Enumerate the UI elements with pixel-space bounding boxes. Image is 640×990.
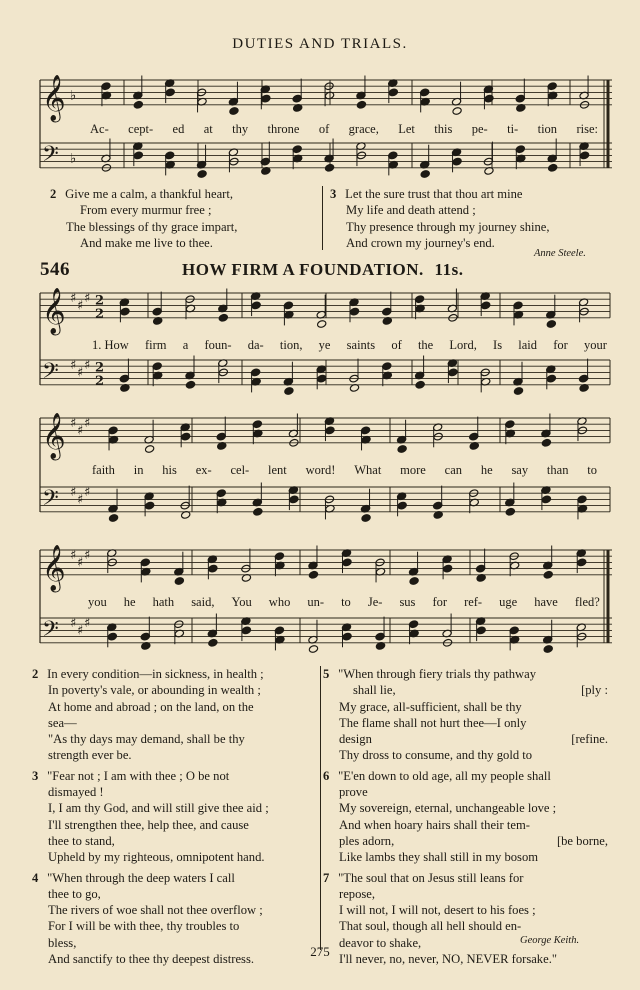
- lyric-syllable: your: [583, 338, 607, 352]
- note-head: [415, 380, 425, 389]
- lyric-syllable: laid: [518, 338, 537, 352]
- time-signature-icon: 2: [95, 306, 105, 322]
- sharp-icon: ♯: [84, 547, 91, 563]
- verse-number: 2: [50, 187, 57, 201]
- lyric-syllable: cel-: [230, 463, 250, 477]
- lyric-line-1: [92, 338, 607, 353]
- treble-clef-icon: 𝄞: [42, 287, 66, 334]
- note-head: [543, 645, 553, 654]
- sharp-icon: ♯: [77, 298, 84, 314]
- lyric-syllable: firm: [145, 338, 167, 352]
- verse-number: 3: [330, 187, 337, 201]
- verse-line: repose,: [339, 886, 376, 901]
- sharp-icon: ♯: [77, 623, 84, 639]
- lyric-syllable: You: [231, 595, 252, 609]
- verse-line: Give me a calm, a thankful heart,: [65, 187, 234, 201]
- lyric-syllable: say: [511, 463, 529, 477]
- lyric-syllable: the: [417, 338, 434, 352]
- lyric-syllable: Ac-: [90, 122, 109, 136]
- verse-line: sea—: [48, 715, 77, 730]
- lyric-syllable: in: [133, 463, 144, 477]
- sharp-icon: ♯: [70, 547, 77, 563]
- verse-line: bless,: [48, 935, 77, 950]
- lyric-syllable: What: [354, 463, 382, 477]
- verse-line: From every murmur free ;: [80, 203, 212, 218]
- treble-clef-icon: 𝄞: [42, 74, 66, 121]
- page-number: 275: [310, 944, 330, 959]
- verse-column-right: [323, 666, 608, 967]
- note-head: [513, 387, 523, 396]
- note-head: [251, 301, 261, 310]
- verse-line: dismayed !: [48, 785, 104, 800]
- note-head: [397, 445, 407, 454]
- note-head: [208, 638, 218, 647]
- sharp-icon: ♯: [77, 365, 84, 381]
- verse-line: thee to go,: [48, 886, 101, 901]
- lyric-syllable: Lord,: [449, 338, 477, 352]
- column-divider: [320, 666, 321, 950]
- verse-line: And when hoary hairs shall their tem-: [339, 817, 530, 832]
- note-head: [120, 307, 130, 316]
- lyric-syllable: rise:: [576, 122, 598, 136]
- bass-clef-icon: 𝄢: [42, 616, 59, 647]
- flat-icon: ♭: [70, 88, 77, 104]
- verse-line: And sanctify to thee thy deepest distress.: [48, 952, 255, 967]
- verse-line: The flame shall not hurt thee—I only: [339, 715, 527, 730]
- verse-block-left: [50, 186, 320, 251]
- page-header: DUTIES AND TRIALS.: [232, 36, 408, 52]
- verse-line: My grace, all-sufficient, shall be thy: [339, 699, 522, 714]
- lyric-syllable: hath: [152, 595, 175, 609]
- verse-line: deavor to shake,: [339, 935, 422, 950]
- note-head: [505, 507, 515, 516]
- note-head: [452, 157, 462, 166]
- sharp-icon: ♯: [70, 484, 77, 500]
- lyric-syllable: ex-: [195, 463, 212, 477]
- lyric-syllable: said,: [191, 595, 215, 609]
- verse-line: Thy dross to consume, and thy gold to: [339, 748, 533, 763]
- note-head: [577, 558, 587, 567]
- note-head: [481, 301, 491, 310]
- verse-line: Like lambs they shall still in my bosom: [339, 850, 539, 865]
- lyric-syllable: throne: [267, 122, 300, 136]
- note-head: [361, 514, 371, 523]
- sharp-icon: ♯: [84, 415, 91, 431]
- treble-clef-icon: 𝄞: [42, 412, 66, 459]
- note-head: [107, 632, 117, 641]
- lyric-syllable: saints: [346, 338, 376, 352]
- lyric-syllable: ye: [318, 338, 331, 352]
- lyric-line-3: [88, 595, 600, 610]
- note-head: [388, 88, 398, 97]
- verse-line: "When through fiery trials thy pathway: [338, 667, 536, 681]
- verse-line: "As thy days may demand, shall be thy: [48, 732, 245, 747]
- sharp-icon: ♯: [70, 357, 77, 373]
- verse-number: 2: [32, 667, 39, 681]
- verse-line: I, I am thy God, and will still give thee aid ;: [48, 801, 269, 816]
- lyric-syllable: ed: [172, 122, 185, 136]
- verse-number: 7: [323, 870, 330, 885]
- lyric-syllable: of: [318, 122, 330, 136]
- note-head: [541, 438, 551, 447]
- verse-line: Thy presence through my journey shine,: [346, 219, 550, 234]
- note-head: [546, 374, 556, 383]
- sharp-icon: ♯: [77, 555, 84, 571]
- sharp-icon: ♯: [77, 492, 84, 508]
- verse-line: At home and abroad ; on the land, on the: [48, 699, 254, 714]
- lyric-syllable: who: [268, 595, 291, 609]
- note-head: [579, 151, 589, 160]
- lyric-syllable: un-: [307, 595, 325, 609]
- lyric-syllable: Let: [398, 122, 415, 136]
- lyric-syllable: 1. How: [92, 338, 129, 352]
- time-signature-icon: 2: [95, 360, 105, 376]
- lyric-syllable: pe-: [471, 122, 488, 136]
- note-head: [349, 307, 359, 316]
- lyric-syllable: you: [88, 595, 107, 609]
- sharp-icon: ♯: [70, 615, 77, 631]
- verse-line: In every condition—in sickness, in health ;: [47, 667, 264, 681]
- lyric-syllable: fled?: [574, 595, 600, 609]
- note-head: [308, 570, 318, 579]
- note-head: [218, 313, 228, 322]
- lyric-syllable: sus: [399, 595, 416, 609]
- column-divider: [322, 186, 323, 250]
- lyric-syllable: a: [182, 338, 189, 352]
- note-head: [284, 387, 294, 396]
- note-head: [442, 564, 452, 573]
- verse-line: "The soul that on Jesus still leans for: [338, 870, 524, 885]
- lyric-syllable: can: [444, 463, 462, 477]
- sharp-icon: ♯: [84, 615, 91, 631]
- note-head: [342, 632, 352, 641]
- note-head: [546, 320, 556, 329]
- lyric-line: [90, 122, 600, 137]
- lyric-syllable: cept-: [128, 122, 154, 136]
- lyric-syllable: this: [434, 122, 453, 136]
- lyric-syllable: for: [432, 595, 448, 609]
- note-head: [317, 320, 327, 329]
- lyric-syllable: faith: [92, 463, 115, 477]
- lyric-syllable: da-: [247, 338, 264, 352]
- verse-line: The blessings of thy grace impart,: [66, 219, 238, 234]
- verse-line: For I will be with thee, thy troubles to: [48, 919, 240, 934]
- lyric-syllable: Is: [493, 338, 503, 352]
- sharp-icon: ♯: [70, 415, 77, 431]
- verse-number: 3: [32, 768, 39, 783]
- verse-line: That soul, though all hell should en-: [339, 919, 522, 934]
- verse-line: design: [339, 732, 372, 747]
- verse-line: And make me live to thee.: [80, 235, 213, 250]
- verse-line: Upheld by my righteous, omnipotent hand.: [48, 850, 265, 865]
- verse-line: I'll strengthen thee, help thee, and cause: [48, 817, 249, 832]
- time-signature-icon: 2: [95, 293, 105, 309]
- note-head: [165, 88, 175, 97]
- lyric-syllable: word!: [305, 463, 336, 477]
- lyric-syllable: of: [391, 338, 402, 352]
- verse-line: strength ever be.: [48, 748, 132, 763]
- hymn-meter: 11s.: [434, 260, 464, 279]
- treble-clef-icon: 𝄞: [42, 544, 66, 591]
- lyric-syllable: Je-: [367, 595, 383, 609]
- note-head: [181, 432, 191, 441]
- lyric-syllable: at: [203, 122, 213, 136]
- lyric-syllable: tion: [537, 122, 558, 136]
- author-credit: Anne Steele.: [534, 248, 586, 259]
- lyric-syllable: grace,: [348, 122, 379, 136]
- turnover-text: [ply :: [581, 683, 608, 698]
- lyric-syllable: to: [587, 463, 597, 477]
- lyric-syllable: he: [480, 463, 493, 477]
- lyric-syllable: his: [162, 463, 177, 477]
- lyric-line-2: [92, 463, 597, 478]
- verse-number: 4: [32, 870, 39, 885]
- note-head: [452, 107, 462, 116]
- note-head: [543, 570, 553, 579]
- note-head: [324, 163, 334, 172]
- verse-line: "E'en down to old age, all my people shall: [338, 768, 551, 783]
- lyric-syllable: he: [123, 595, 136, 609]
- verse-line: prove: [339, 785, 368, 800]
- turnover-text: [be borne,: [556, 833, 608, 848]
- verse-line: The rivers of woe shall not thee overflow ;: [48, 903, 263, 918]
- note-head: [325, 426, 335, 435]
- lyric-syllable: for: [553, 338, 568, 352]
- verse-line: "Fear not ; I am with thee ; O be not: [47, 768, 230, 783]
- lyric-syllable: ref-: [464, 595, 483, 609]
- note-head: [356, 100, 366, 109]
- verse-line: My life and death attend ;: [346, 203, 476, 218]
- note-head: [397, 501, 407, 510]
- verse-line: I will not, I will not, desert to his foes ;: [339, 903, 536, 918]
- sharp-icon: ♯: [84, 357, 91, 373]
- note-head: [208, 564, 218, 573]
- bass-clef-icon: 𝄢: [42, 358, 59, 389]
- note-head: [448, 368, 458, 377]
- hymn-title-text: HOW FIRM A FOUNDATION.: [182, 260, 424, 279]
- note-head: [253, 507, 263, 516]
- lyric-syllable: tion,: [279, 338, 303, 352]
- verse-line: I'll never, no, never, NO, NEVER forsake.": [339, 952, 557, 967]
- flat-icon: ♭: [70, 151, 77, 167]
- bass-clef-icon: 𝄢: [42, 485, 59, 516]
- verse-line: "When through the deep waters I call: [47, 870, 235, 885]
- note-head: [108, 514, 118, 523]
- note-head: [420, 170, 430, 179]
- verse-line: thee to stand,: [48, 833, 115, 848]
- lyric-syllable: ti-: [507, 122, 519, 136]
- verse-line: In poverty's vale, or abounding in wealth ;: [48, 683, 261, 698]
- lyric-syllable: uge: [499, 595, 518, 609]
- note-head: [541, 495, 551, 504]
- sharp-icon: ♯: [84, 290, 91, 306]
- time-signature-icon: 2: [95, 373, 105, 389]
- note-head: [145, 501, 155, 510]
- verse-line: ples adorn,: [339, 833, 395, 848]
- note-head: [308, 645, 318, 654]
- note-head: [289, 495, 299, 504]
- note-head: [484, 94, 494, 103]
- verse-line: And crown my journey's end.: [346, 235, 495, 250]
- note-head: [342, 558, 352, 567]
- lyric-syllable: more: [400, 463, 426, 477]
- note-head: [476, 626, 486, 635]
- sharp-icon: ♯: [70, 290, 77, 306]
- verse-block-right: [330, 186, 605, 251]
- note-head: [409, 577, 419, 586]
- lyric-syllable: thy: [232, 122, 249, 136]
- note-head: [185, 380, 195, 389]
- hymn-title: [182, 260, 463, 280]
- note-head: [548, 163, 558, 172]
- verse-line: shall lie,: [353, 683, 396, 698]
- sharp-icon: ♯: [84, 484, 91, 500]
- lyric-syllable: to: [341, 595, 351, 609]
- verse-line: My sovereign, eternal, unchangeable love ;: [339, 801, 557, 816]
- sharp-icon: ♯: [77, 423, 84, 439]
- author-credit: George Keith.: [520, 935, 580, 946]
- verse-number: 5: [323, 667, 330, 681]
- note-head: [317, 374, 327, 383]
- hymn-number: 546: [40, 259, 70, 280]
- note-head: [174, 577, 184, 586]
- note-head: [133, 100, 143, 109]
- verse-line: Let the sure trust that thou art mine: [345, 187, 523, 201]
- lyric-syllable: foun-: [204, 338, 232, 352]
- bass-clef-icon: 𝄢: [42, 141, 59, 172]
- turnover-text: [refine.: [571, 732, 608, 747]
- verse-number: 6: [323, 768, 330, 783]
- lyric-syllable: have: [534, 595, 558, 609]
- note-head: [241, 626, 251, 635]
- lyric-syllable: lent: [268, 463, 287, 477]
- note-head: [133, 151, 143, 160]
- note-head: [229, 107, 239, 116]
- lyric-syllable: than: [546, 463, 569, 477]
- verse-column-left: [32, 666, 317, 967]
- note-head: [197, 170, 207, 179]
- note-head: [145, 445, 155, 454]
